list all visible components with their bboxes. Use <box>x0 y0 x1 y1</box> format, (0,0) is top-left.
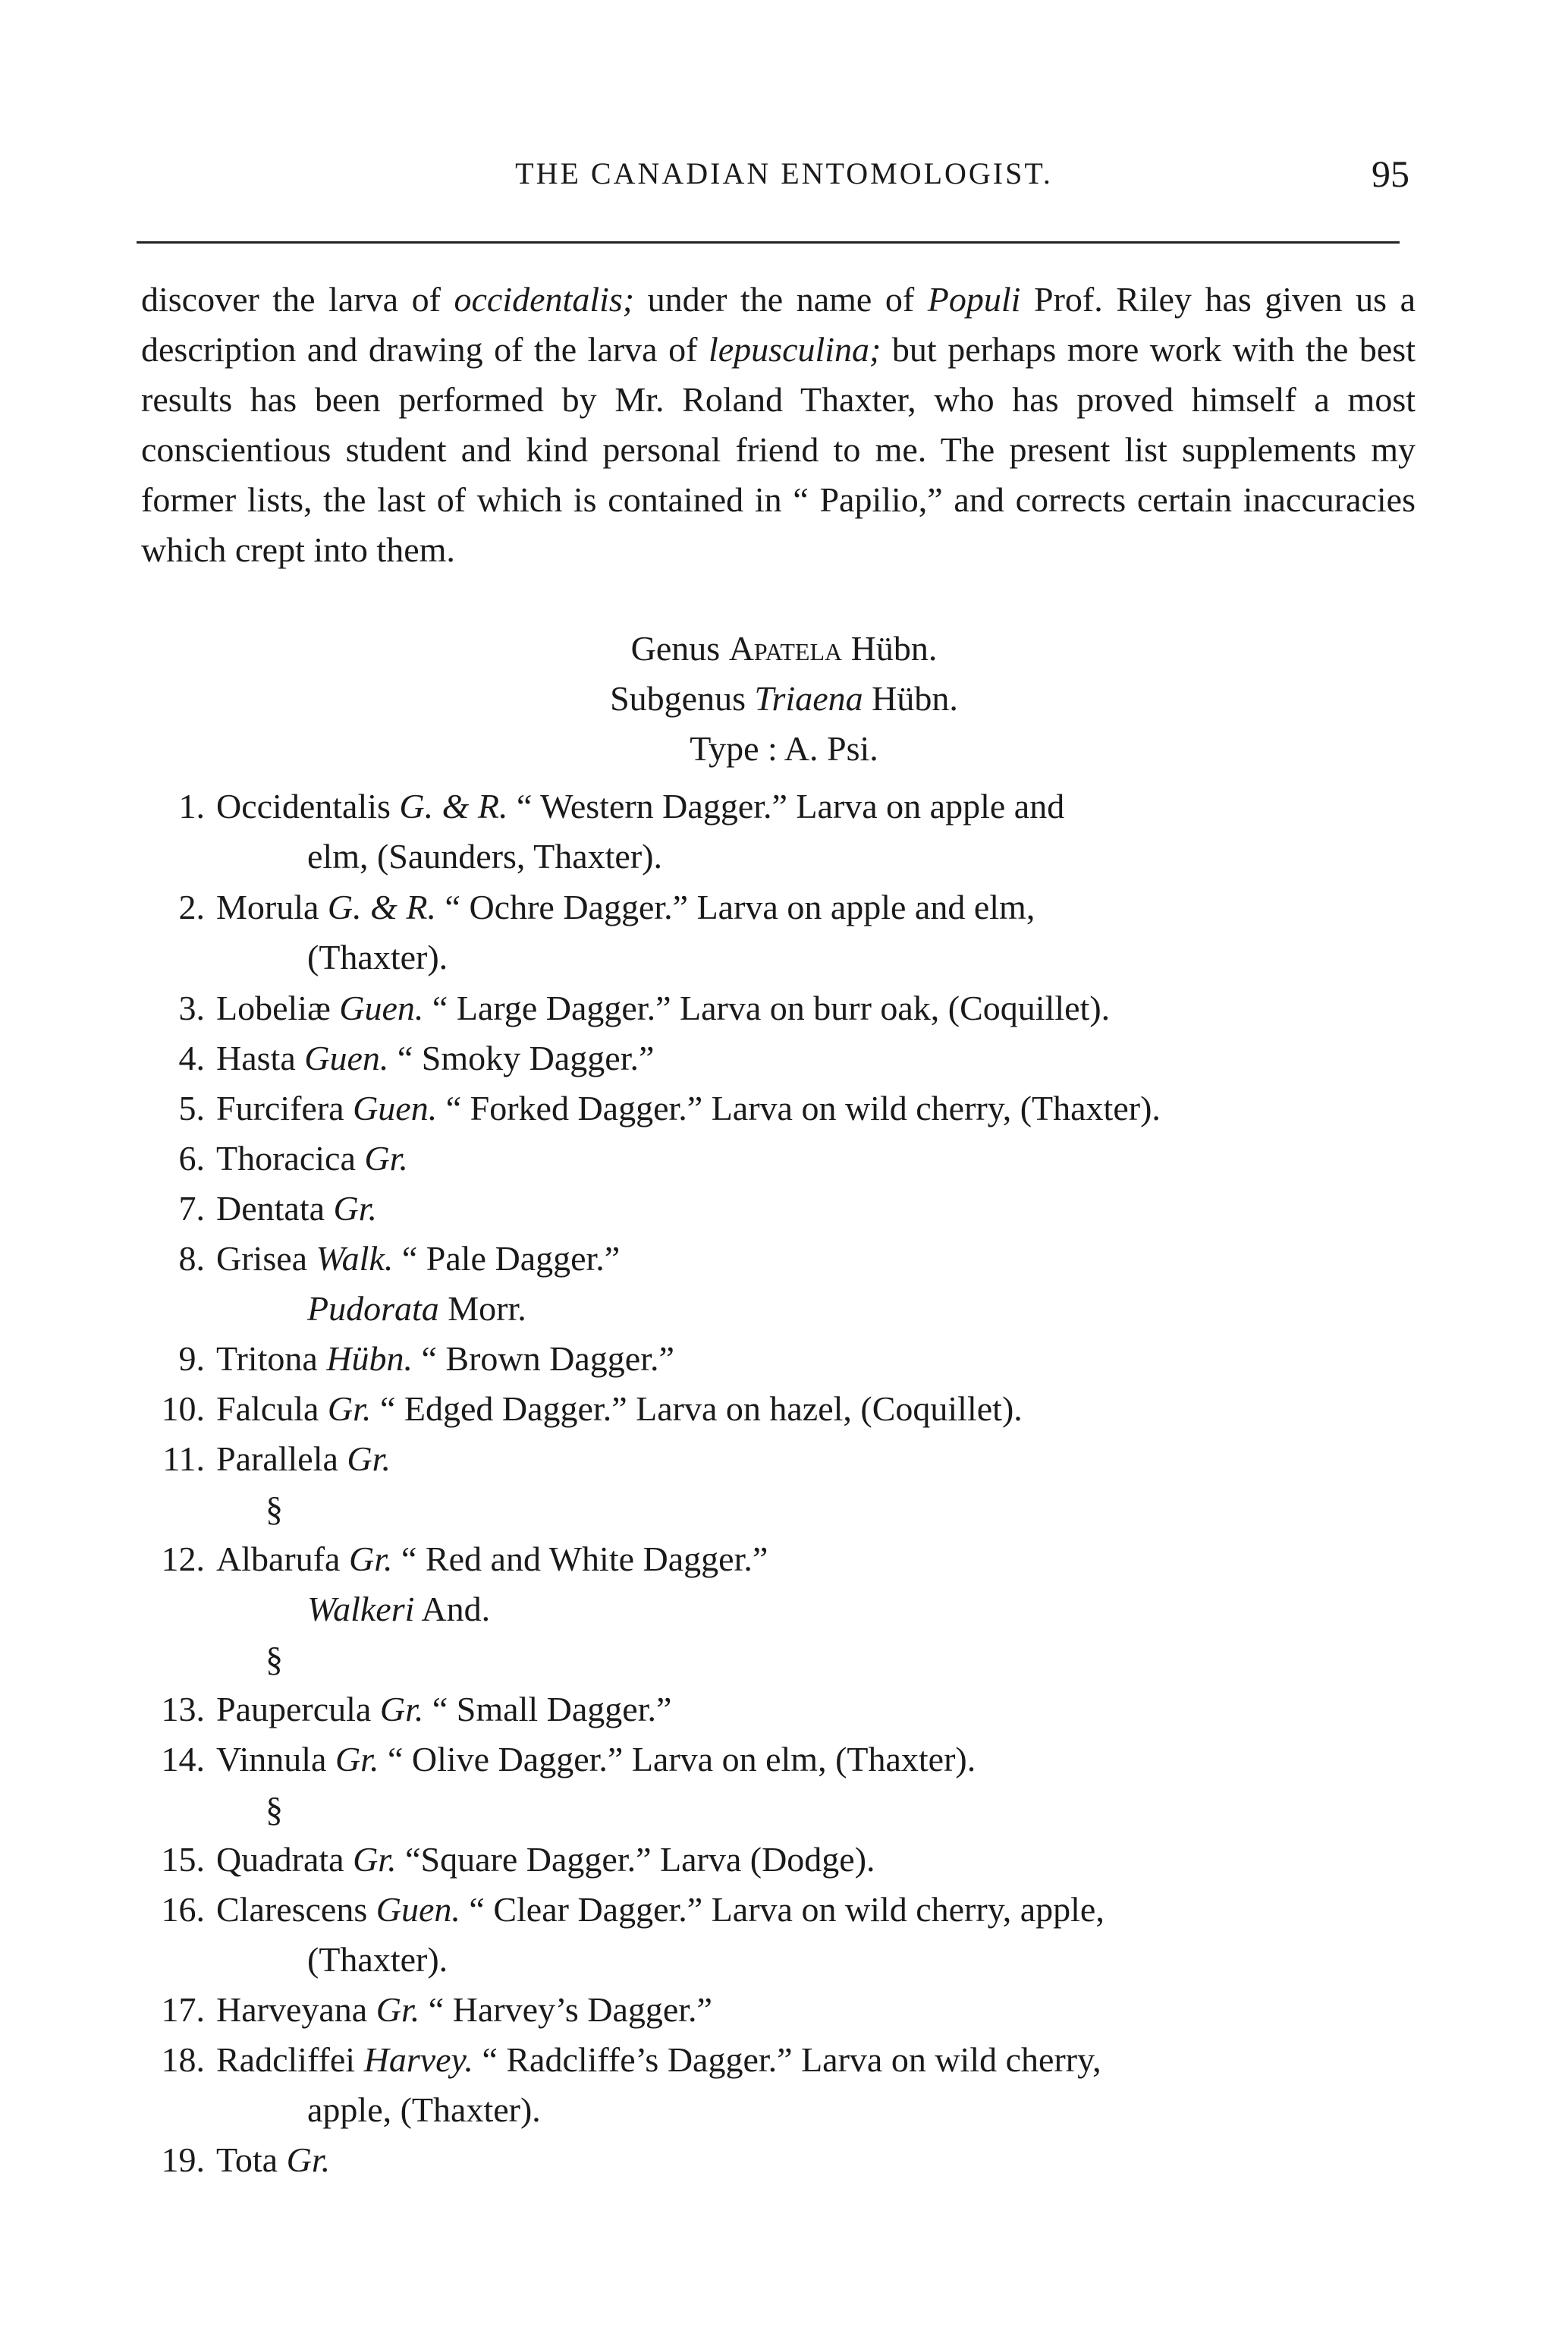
species-text: “Square Dagger.” Larva (Dodge). <box>396 1840 875 1879</box>
species-text: Thoracica <box>216 1139 365 1178</box>
author-abbrev: Guen. <box>339 989 424 1027</box>
species-text: “ Red and White Dagger.” <box>392 1539 768 1578</box>
species-entry: 9. Tritona Hübn. “ Brown Dagger.” <box>178 1339 674 1378</box>
section-mark: § <box>266 1640 283 1678</box>
species-text: Grisea <box>216 1239 316 1278</box>
species-text: “ Forked Dagger.” Larva on wild cherry, (Thaxter). <box>437 1089 1161 1127</box>
species-text: Hasta <box>216 1039 305 1077</box>
author-abbrev: Gr. <box>379 1690 424 1728</box>
running-header: THE CANADIAN ENTOMOLOGIST. <box>515 156 1053 190</box>
author-abbrev: Gr. <box>353 1840 397 1879</box>
species-text: Falcula <box>216 1389 328 1428</box>
section-mark: § <box>266 1790 283 1829</box>
author-abbrev: Gr. <box>347 1439 391 1478</box>
species-entry: 12. Albarufa Gr. “ Red and White Dagger.” <box>161 1539 768 1578</box>
author-abbrev: Walkeri <box>307 1590 415 1628</box>
species-entry: 18. Radcliffei Harvey. “ Radcliffe’s Dagger.” Larva on wild cherry, apple, (Thaxter). <box>161 2040 1101 2129</box>
species-entry: 5. Furcifera Guen. “ Forked Dagger.” Larva on wild cherry, (Thaxter). <box>178 1089 1161 1127</box>
species-entry: 15. Quadrata Gr. “Square Dagger.” Larva (Dodge). <box>161 1840 875 1879</box>
genus-heading: Genus Apatela Hübn. <box>630 629 938 668</box>
species-text: Furcifera <box>216 1089 354 1127</box>
species-entry: 8. Grisea Walk. “ Pale Dagger.” <box>178 1239 621 1278</box>
subgenus-heading: Subgenus Triaena Hübn. <box>610 679 958 718</box>
section-mark: § <box>266 1489 283 1528</box>
species-text: Quadrata <box>216 1840 354 1879</box>
species-entry: 10. Falcula Gr. “ Edged Dagger.” Larva on hazel, (Coquillet). <box>161 1389 1023 1428</box>
intro-paragraph: discover the larva of occidentalis; under the name of Populi Prof. Riley has given us a description and drawing of the larva of lepusculina; but perhaps more work with the best results has been performed by Mr. Roland Thaxter, who has proved himself a most conscientious student and kind personal friend to me. The present list supplements my former lists, the last of which is contained in “ Papilio,” and corrects certain inaccuracies which crept into them. <box>141 280 1416 569</box>
species-text: Harveyana <box>216 1990 376 2029</box>
species-text: “ Clear Dagger.” Larva on wild cherry, apple, <box>460 1890 1105 1929</box>
author-abbrev: Gr. <box>335 1740 379 1778</box>
author-abbrev: Guen. <box>353 1089 438 1127</box>
species-text: Dentata <box>216 1189 334 1228</box>
species-entry: 19. Tota Gr. <box>161 2140 331 2179</box>
species-text: Radcliffei <box>216 2040 364 2079</box>
species-text: And. <box>414 1590 491 1628</box>
author-abbrev: Gr. <box>364 1139 408 1178</box>
species-text: “ Radcliffe’s Dagger.” Larva on wild cherry, <box>473 2040 1101 2079</box>
synonym-line <box>307 1584 490 1634</box>
species-text: Tritona <box>216 1339 327 1378</box>
author-abbrev: Hübn. <box>326 1339 413 1378</box>
author-abbrev: Gr. <box>376 1990 420 2029</box>
author-abbrev: Guen. <box>304 1039 389 1077</box>
author-abbrev: Gr. <box>286 2140 331 2179</box>
type-line: Type : A. Psi. <box>690 729 878 768</box>
species-entry: 7. Dentata Gr. <box>178 1189 378 1228</box>
species-text: “ Large Dagger.” Larva on burr oak, (Coquillet). <box>423 989 1111 1027</box>
species-entry: 17. Harveyana Gr. “ Harvey’s Dagger.” <box>161 1990 712 2029</box>
synonym-line <box>307 1284 526 1334</box>
species-text: Morr. <box>438 1289 526 1328</box>
author-abbrev: Gr. <box>333 1189 378 1228</box>
author-abbrev: G. & R. <box>399 787 508 826</box>
species-text: “ Small Dagger.” <box>423 1690 672 1728</box>
species-text: Morula <box>216 888 328 926</box>
author-abbrev: Gr. <box>348 1539 393 1578</box>
species-text: “ Harvey’s Dagger.” <box>419 1990 712 2029</box>
species-text: “ Ochre Dagger.” Larva on apple and elm, <box>436 888 1035 926</box>
species-text: “ Brown Dagger.” <box>413 1339 674 1378</box>
species-text: “ Olive Dagger.” Larva on elm, (Thaxter). <box>379 1740 976 1778</box>
author-abbrev: Pudorata <box>307 1289 439 1328</box>
species-text: Tota <box>216 2140 287 2179</box>
species-entry: 2. Morula G. & R. “ Ochre Dagger.” Larva on apple and elm, (Thaxter). <box>178 888 1035 977</box>
species-entry: 16. Clarescens Guen. “ Clear Dagger.” Larva on wild cherry, apple, (Thaxter). <box>161 1890 1105 1979</box>
species-entry: 4. Hasta Guen. “ Smoky Dagger.” <box>178 1039 655 1077</box>
species-entry: 13. Paupercula Gr. “ Small Dagger.” <box>161 1690 672 1728</box>
species-entry: 14. Vinnula Gr. “ Olive Dagger.” Larva on elm, (Thaxter). <box>161 1740 976 1778</box>
species-text: Albarufa <box>216 1539 349 1578</box>
header-rule <box>137 241 1400 244</box>
author-abbrev: Guen. <box>376 1890 460 1929</box>
species-text: Clarescens <box>216 1890 376 1929</box>
species-text: Occidentalis <box>216 787 400 826</box>
species-text: Parallela <box>216 1439 347 1478</box>
species-entry: 3. Lobeliæ Guen. “ Large Dagger.” Larva on burr oak, (Coquillet). <box>178 989 1111 1027</box>
species-text: “ Edged Dagger.” Larva on hazel, (Coquillet). <box>371 1389 1023 1428</box>
species-text: Vinnula <box>216 1740 335 1778</box>
species-text: Lobeliæ <box>216 989 340 1027</box>
page-number: 95 <box>1372 153 1409 195</box>
author-abbrev: Harvey. <box>363 2040 473 2079</box>
species-entry: 6. Thoracica Gr. <box>178 1139 408 1178</box>
species-text: “ Smoky Dagger.” <box>388 1039 655 1077</box>
species-text: “ Western Dagger.” Larva on apple and <box>507 787 1065 826</box>
species-text: Paupercula <box>216 1690 380 1728</box>
author-abbrev: G. & R. <box>327 888 437 926</box>
species-text: “ Pale Dagger.” <box>393 1239 621 1278</box>
author-abbrev: Gr. <box>327 1389 372 1428</box>
species-entry: 11. Parallela Gr. <box>162 1439 391 1478</box>
author-abbrev: Walk. <box>316 1239 394 1278</box>
species-entry: 1. Occidentalis G. & R. “ Western Dagger.” Larva on apple and elm, (Saunders, Thaxter). <box>178 787 1065 876</box>
